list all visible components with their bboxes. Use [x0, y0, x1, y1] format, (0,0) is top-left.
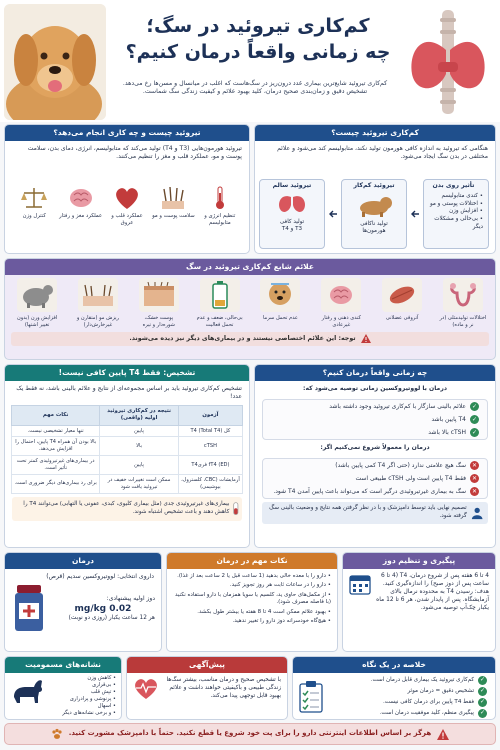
clipboard-icon [299, 681, 323, 713]
page-title-line-1: کم‌کاری تیروئید در سگ؛ [146, 15, 370, 37]
table-header-cell: نتیجه در کم‌کاری تیروئید اولیه (واقعی) [100, 406, 178, 426]
important-item: • هیچ‌گاه خودسرانه دوز دارو را تغییر ندهید. [232, 618, 331, 625]
effect-item: • کندی متابولیسم [441, 193, 483, 200]
followup-heading [343, 553, 495, 569]
function-item-label: عملکرد قلب و عروق [111, 213, 143, 227]
no-treat-list [262, 458, 488, 499]
intro-text [110, 80, 400, 97]
treatment-title: درمان [71, 555, 95, 565]
symptom-label: افزایش وزن (بدون تغییر اشتها) [17, 315, 58, 328]
hypothyroid-title: کم‌کاری تیروئید چیست؟ [331, 127, 419, 137]
function-item-label: تنظیم انرژی و متابولیسم [204, 213, 236, 227]
brain-icon [59, 185, 103, 211]
overdose-item: • اسهال [97, 703, 116, 710]
overdose-title: نشانه‌های مسمومیت [25, 659, 101, 669]
overdose-item: • پرنوشی و پرادراری [69, 696, 116, 703]
low-thyroid-box [341, 179, 407, 249]
thyroid-gland-illustration [402, 8, 494, 116]
fat-dog-icon [17, 278, 57, 312]
function-item [198, 185, 242, 227]
summary-heading [293, 657, 495, 673]
normal-thyroid-sub: T3 و T4 [281, 226, 303, 233]
pill-bottle-icon [11, 585, 51, 633]
summary-item [327, 686, 489, 697]
table-cell: پایین [100, 425, 178, 437]
table-row [12, 437, 243, 456]
important-item: • از مکمل‌های حاوی ید، کلسیم یا سویا همزمان با دارو استفاده نکنید (با فاصله مصرف شود). [174, 591, 331, 606]
thyroid-function-panel [4, 124, 250, 254]
diagnosis-panel [4, 364, 250, 548]
diagnosis-note-text: بیماری‌های غیرتیروئیدی جدی (مثل بیماری کلیوی، کبدی، عفونی یا التهابی) می‌توانند T4 را کاهش دهند و باعث تشخیص اشتباه شوند. [23, 501, 230, 515]
when-to-treat-panel [254, 364, 496, 548]
hair-loss-icon [78, 278, 118, 312]
overdose-item: • و برخی نشانه‌های دیگر [62, 710, 116, 717]
function-icons-row [5, 183, 249, 229]
symptom-label: ریزش مو (متقارن و غیرخارش‌دار) [76, 315, 120, 328]
symptom-item [196, 278, 244, 329]
test-tube-icon [233, 500, 239, 518]
overdose-item: • بی‌قراری [92, 682, 116, 689]
diagnosis-title: تشخیص: فقط T4 پایین کافی نیست! [58, 367, 196, 377]
decision-box [262, 502, 488, 523]
normal-thyroid-box [259, 179, 325, 249]
prognosis-panel [126, 656, 288, 720]
check-icon: ✓ [479, 698, 486, 706]
summary-item [327, 708, 489, 719]
summary-item [327, 697, 489, 708]
table-cell: برای رد بیماری‌های دیگر ضروری است. [12, 474, 100, 493]
summary-item [327, 675, 489, 686]
table-header-cell: نکات مهم [12, 406, 100, 426]
when-lead: درمان با لووتیروکسین زمانی توصیه می‌شود که: [303, 385, 447, 392]
thyroid-function-text: تیروئید هورمون‌هایی (T3 و T4) تولید می‌کند که متابولیسم، انرژی، دمای بدن، سلامت پوست و مو، عملکرد قلب و مغز را تنظیم می‌کنند. [27, 145, 242, 161]
heart-pulse-icon [133, 677, 159, 701]
symptoms-warning [11, 332, 489, 346]
symptom-label: آتروفی عضلانی [385, 315, 419, 321]
table-row [12, 456, 243, 475]
body-effect-list [424, 193, 483, 231]
overdose-panel [4, 656, 122, 720]
body-effect-box [423, 179, 489, 249]
dose-value: 0.02 mg/kg [74, 604, 132, 615]
treat-criteria-list [262, 399, 488, 440]
intro-line-1: کم‌کاری تیروئید شایع‌ترین بیماری غدد درون‌ریز در سگ‌هاست که اغلب در میانسال و مسن‌ها رخ می‌دهد. [122, 80, 388, 87]
important-item: • بهبود علائم ممکن است 4 تا 8 هفته یا بیشتر طول بکشد. [197, 608, 331, 615]
warning-icon [361, 334, 371, 343]
symptoms-title: علائم شایع کم‌کاری تیروئید در سگ [186, 261, 314, 271]
battery-low-icon [200, 278, 240, 312]
no-treat-text: فقط T4 پایین است ولی cTSH طبیعی است [355, 474, 466, 482]
dog-silhouette-icon [10, 675, 44, 705]
low-thyroid-title: تیروئید کم‌کار [353, 182, 395, 189]
table-cell: کل T4 (Total T4) [178, 425, 242, 437]
symptoms-row [5, 275, 495, 332]
diagnosis-heading [5, 365, 249, 381]
criteria-text: T4 پایین باشد [431, 415, 466, 423]
overdose-list [44, 675, 116, 717]
criteria-text: cTSH بالا باشد [428, 428, 466, 436]
function-item [151, 185, 195, 227]
x-icon: ✕ [471, 474, 478, 482]
table-cell: cTSH [178, 437, 242, 456]
table-cell: در بیماری‌های غیرتیروئیدی کمتر تحت تأثیر است. [12, 456, 100, 475]
treatment-panel [4, 552, 162, 652]
no-treat-item [263, 459, 487, 472]
brain-icon [321, 278, 361, 312]
footer-warning [4, 723, 496, 745]
low-thyroid-sub: هورمون‌ها [362, 228, 386, 235]
summary-list [327, 675, 489, 719]
important-notes-panel [166, 552, 338, 652]
function-item-label: سلامت پوست و مو [152, 213, 195, 219]
criteria-item [263, 413, 487, 426]
symptom-item [256, 278, 304, 329]
hair-follicle-icon [151, 185, 195, 211]
table-cell: fT4 (ED) فری‌T4 [178, 456, 242, 475]
no-treat-title: درمان را معمولاً شروع نمی‌کنیم اگر: [320, 444, 430, 452]
check-icon: ✓ [471, 402, 478, 410]
symptom-item [439, 278, 487, 329]
paw-icon [51, 728, 63, 740]
sad-dog-icon [354, 193, 394, 217]
x-icon: ✕ [471, 461, 478, 469]
no-treat-text: سگ به بیماری غیرتیروئیدی درگیر است که می‌تواند باعث پایین آمدن T4 شود. [273, 487, 466, 495]
vet-icon [471, 506, 483, 520]
uterus-icon [443, 278, 483, 312]
function-item [12, 185, 56, 227]
followup-text: 4 تا 6 هفته پس از شروع درمان، T4 (4 تا 6 ساعت پس از دوز صبح) را اندازه‌گیری کنید. هدف: رسیدن T4 به محدوده نرمال بالای آزمایشگاه. پس از پایدار شدن، هر 6 تا 12 ماه یکبار چک‌آپ توصیه می‌شود. [376, 573, 489, 611]
important-item: • دارو را با معده خالی بدهید (1 ساعت قبل یا 2 ساعت بعد از غذا). [177, 573, 331, 579]
followup-title: پیگیری و تنظیم دوز [382, 555, 456, 565]
function-item [105, 185, 149, 227]
symptom-label: اختلالات تولیدمثلی (در نر و ماده) [439, 315, 487, 328]
criteria-item [263, 400, 487, 413]
symptom-item [13, 278, 61, 329]
check-icon: ✓ [471, 415, 478, 423]
symptom-item [317, 278, 365, 329]
cold-dog-icon [260, 278, 300, 312]
summary-text: فقط T4 پایین برای درمان کافی نیست. [382, 698, 474, 705]
summary-panel [292, 656, 496, 720]
hypothyroid-panel [254, 124, 496, 254]
skin-icon [139, 278, 179, 312]
page-title-line-2: چه زمانی واقعاً درمان کنیم؟ [125, 41, 391, 63]
function-item-label: کنترل وزن [22, 213, 46, 219]
followup-panel [342, 552, 496, 652]
table-header-cell: آزمون [178, 406, 242, 426]
table-cell: آزمایشات (CBC، کلسترول، بیوشیمی) [178, 474, 242, 493]
arrow-left-icon [328, 209, 338, 219]
prognosis-heading [127, 657, 287, 673]
intro-line-2: تشخیص دقیق و زمان‌بندی صحیح درمان، کلید بهبود علائم و کیفیت زندگی سگ شماست. [142, 88, 368, 96]
no-treat-item [263, 485, 487, 498]
symptoms-panel [4, 258, 496, 360]
summary-title: خلاصه در یک نگاه [362, 659, 426, 669]
dose-frequency: هر 12 ساعت یکبار (روزی دو نوبت) [68, 615, 155, 622]
no-treat-item [263, 472, 487, 485]
important-item: • دارو را در ساعات ثابت هر روز تجویز کنید. [229, 582, 331, 589]
hypothyroid-text: هنگامی که تیروئید به اندازه کافی هورمون تولید نکند، متابولیسم کند می‌شود و علائم مختلفی در بدن سگ ایجاد می‌شود. [277, 145, 488, 161]
symptom-item [135, 278, 183, 329]
table-row [12, 474, 243, 493]
normal-thyroid-title: تیروئید سالم [272, 182, 312, 189]
footer-text: هرگز بر اساس اطلاعات اینترنتی دارو را برای پت خود شروع یا قطع نکنید. حتماً با دامپزشک مشورت کنید. [68, 729, 432, 738]
check-icon: ✓ [479, 687, 486, 695]
overdose-item: • کاهش وزن [87, 675, 116, 681]
effect-item: • اختلالات پوستی و مو [430, 200, 483, 207]
criteria-text: علائم بالینی سازگار با کم‌کاری تیروئید وجود داشته باشد [329, 402, 466, 410]
scale-icon [12, 185, 56, 211]
function-item-label: عملکرد مغز و رفتار [59, 213, 103, 219]
normal-thyroid-text: تولید کافی [279, 218, 305, 225]
summary-text: کم‌کاری تیروئید یک بیماری قابل درمان است. [370, 676, 474, 683]
symptom-label: عدم تحمل سرما [262, 315, 298, 321]
hypothyroid-heading [255, 125, 495, 141]
thyroid-function-title: تیروئید چیست و چه کاری انجام می‌دهد؟ [53, 127, 201, 137]
x-icon: ✕ [471, 487, 478, 495]
hypothyroid-flow [261, 179, 489, 249]
prognosis-title: پیش‌آگهی [189, 659, 225, 669]
important-heading [167, 553, 337, 569]
table-cell: ممکن است تغییرات خفیف در تیروئید یافت شود [100, 474, 178, 493]
diagnosis-table [11, 405, 243, 494]
body-effect-title: تأثیر روی بدن [432, 182, 475, 189]
symptom-label: بی‌حالی، ضعف و عدم تحمل فعالیت [196, 315, 243, 328]
diagnosis-note [12, 497, 242, 521]
overdose-item: • تپش قلب [90, 689, 116, 696]
check-icon: ✓ [479, 676, 486, 684]
summary-text: تشخیص دقیق = درمان موثر [407, 687, 474, 694]
dose-label: دوز اولیه پیشنهادی: [106, 595, 155, 603]
criteria-item [263, 426, 487, 439]
effect-item: • بی‌حالی و مشکلات دیگر [434, 216, 483, 230]
golden-retriever-photo [4, 4, 106, 120]
symptom-item [74, 278, 122, 329]
low-thyroid-text: تولید ناکافی [360, 220, 388, 227]
table-cell: بالا بودن آن همراه T4 پایین، احتمال را افزایش می‌دهد. [12, 437, 100, 456]
check-icon: ✓ [471, 428, 478, 436]
calendar-icon [349, 573, 371, 595]
no-treat-text: سگ هیچ علامتی ندارد (حتی اگر T4 کمی پایین باشد) [335, 461, 466, 469]
important-title: نکات مهم در درمان [216, 555, 288, 565]
muscle-icon [382, 278, 422, 312]
treatment-heading [5, 553, 161, 569]
thyroid-icon [277, 193, 307, 215]
symptoms-heading [5, 259, 495, 275]
effect-item: • افزایش وزن [449, 208, 483, 215]
table-cell: تنها معیار تشخیصی نیست. [12, 425, 100, 437]
symptoms-warning-text: توجه: این علائم اختصاصی نیستند و در بیماری‌های دیگر نیز دیده می‌شوند. [129, 334, 356, 342]
table-cell: پایین [100, 456, 178, 475]
thyroid-function-heading [5, 125, 249, 141]
check-icon: ✓ [479, 709, 486, 717]
symptom-label: پوست خشک، شوره‌دار و تیره [142, 315, 175, 328]
when-heading [255, 365, 495, 381]
diagnosis-text: تشخیص کم‌کاری تیروئید باید بر اساس مجموعه‌ای از نتایج و علائم بالینی باشد، نه فقط یک عدد! [16, 385, 242, 401]
heart-icon [105, 185, 149, 211]
function-item [59, 185, 103, 227]
important-list [167, 569, 337, 630]
treatment-drug: داروی انتخابی: لووتیروکسین سدیم (قرص) [46, 573, 154, 580]
arrow-left-icon [410, 209, 420, 219]
prognosis-text: با تشخیص صحیح و درمان مناسب، بیشتر سگ‌ها زندگی طبیعی و باکیفیتی خواهند داشت و علائم بهبود قابل توجهی پیدا می‌کند. [166, 677, 281, 699]
table-cell: بالا [100, 437, 178, 456]
header [0, 0, 500, 122]
decision-text: تصمیم نهایی باید توسط دامپزشک و با در نظر گرفتن همه نتایج و وضعیت بالینی سگ گرفته شود. [269, 505, 467, 520]
when-title: چه زمانی واقعاً درمان کنیم؟ [322, 367, 428, 377]
summary-text: پیگیری منظم، کلید موفقیت درمان است. [379, 709, 474, 716]
warning-icon [437, 729, 449, 740]
symptom-label: کندی ذهنی و رفتار غیرعادی [321, 315, 361, 328]
table-row [12, 425, 243, 437]
thermometer-icon [198, 185, 242, 211]
overdose-heading [5, 657, 121, 673]
symptom-item [378, 278, 426, 329]
